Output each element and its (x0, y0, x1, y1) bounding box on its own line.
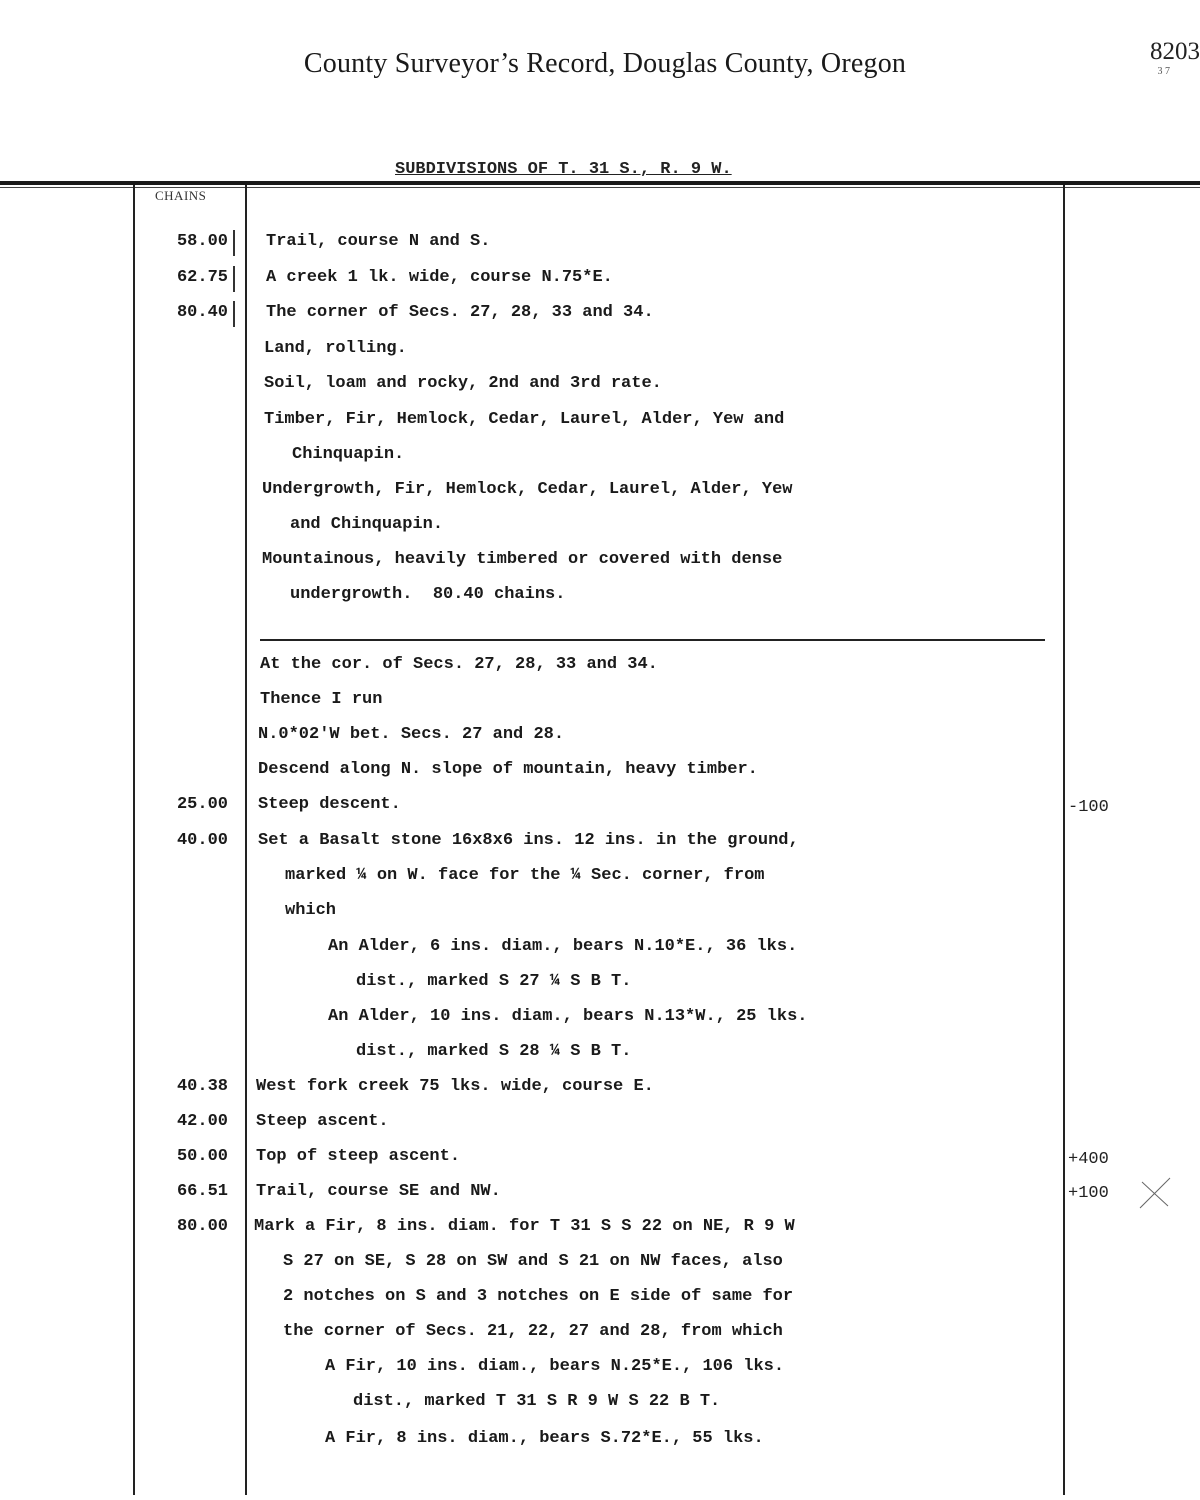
note-line: Descend along N. slope of mountain, heavy timber. (258, 760, 758, 779)
note-line: the corner of Secs. 21, 22, 27 and 28, from which (283, 1322, 783, 1341)
note-line: dist., marked S 27 ¼ S B T. (356, 972, 632, 991)
chain-value: 25.00 (176, 795, 228, 814)
note-line: dist., marked T 31 S R 9 W S 22 B T. (353, 1392, 721, 1411)
chains-column-divider (245, 185, 247, 1495)
note-line: Steep ascent. (256, 1112, 389, 1131)
chain-value: 42.00 (176, 1112, 228, 1131)
note-line: Timber, Fir, Hemlock, Cedar, Laurel, Alder, Yew and (264, 410, 785, 429)
chain-value: 40.38 (176, 1077, 228, 1096)
note-line: Set a Basalt stone 16x8x6 ins. 12 ins. in the ground, (258, 831, 799, 850)
note-line: Steep descent. (258, 795, 401, 814)
note-line: Undergrowth, Fir, Hemlock, Cedar, Laurel, Alder, Yew (262, 480, 793, 499)
record-title: County Surveyor’s Record, Douglas County, Oregon (303, 48, 907, 79)
note-line: Trail, course SE and NW. (256, 1182, 501, 1201)
note-line: An Alder, 6 ins. diam., bears N.10*E., 36 lks. (328, 937, 798, 956)
x-mark-icon (1138, 1176, 1172, 1210)
chain-tick (233, 266, 235, 292)
note-line: A Fir, 10 ins. diam., bears N.25*E., 106 lks. (325, 1357, 785, 1376)
page-number: 8203 (1150, 38, 1200, 65)
page-subnumber: 3 7 (1157, 66, 1170, 77)
note-line: A Fir, 8 ins. diam., bears S.72*E., 55 lks. (325, 1429, 764, 1448)
chain-value: 50.00 (176, 1147, 228, 1166)
chains-column-label: CHAINS (155, 188, 207, 203)
note-line: Land, rolling. (264, 339, 407, 358)
chain-value: 40.00 (176, 831, 228, 850)
margin-note: +400 (1068, 1150, 1109, 1169)
subdivision-heading: SUBDIVISIONS OF T. 31 S., R. 9 W. (395, 160, 732, 179)
note-line: A creek 1 lk. wide, course N.75*E. (266, 268, 613, 287)
note-line: The corner of Secs. 27, 28, 33 and 34. (266, 303, 654, 322)
note-line: An Alder, 10 ins. diam., bears N.13*W., 25 lks. (328, 1007, 808, 1026)
note-line: Top of steep ascent. (256, 1147, 461, 1166)
note-line: West fork creek 75 lks. wide, course E. (256, 1077, 654, 1096)
chain-tick (233, 230, 235, 256)
note-line: At the cor. of Secs. 27, 28, 33 and 34. (260, 655, 658, 674)
note-line: and Chinquapin. (290, 515, 444, 534)
note-line: Thence I run (260, 690, 383, 709)
note-line: Chinquapin. (292, 445, 405, 464)
note-line: Mark a Fir, 8 ins. diam. for T 31 S S 22 on NE, R 9 W (254, 1217, 795, 1236)
note-line: 2 notches on S and 3 notches on E side of same for (283, 1287, 794, 1306)
note-line: marked ¼ on W. face for the ¼ Sec. corner, from (285, 866, 765, 885)
note-line: which (285, 901, 337, 920)
note-line: Trail, course N and S. (266, 232, 491, 251)
chain-value: 80.40 (176, 303, 228, 322)
note-line: Soil, loam and rocky, 2nd and 3rd rate. (264, 374, 662, 393)
note-line: undergrowth. 80.40 chains. (290, 585, 566, 604)
chain-tick (233, 301, 235, 327)
chain-value: 80.00 (176, 1217, 228, 1236)
right-margin-line (1063, 185, 1065, 1495)
margin-note: +100 (1068, 1184, 1109, 1203)
margin-note: -100 (1068, 798, 1109, 817)
note-line: N.0*02'W bet. Secs. 27 and 28. (258, 725, 565, 744)
chain-value: 58.00 (176, 232, 228, 251)
section-divider (260, 639, 1045, 641)
note-line: S 27 on SE, S 28 on SW and S 21 on NW faces, also (283, 1252, 783, 1271)
chain-value: 62.75 (176, 268, 228, 287)
header-rule (0, 181, 1200, 185)
chain-value: 66.51 (176, 1182, 228, 1201)
note-line: dist., marked S 28 ¼ S B T. (356, 1042, 632, 1061)
note-line: Mountainous, heavily timbered or covered with dense (262, 550, 783, 569)
